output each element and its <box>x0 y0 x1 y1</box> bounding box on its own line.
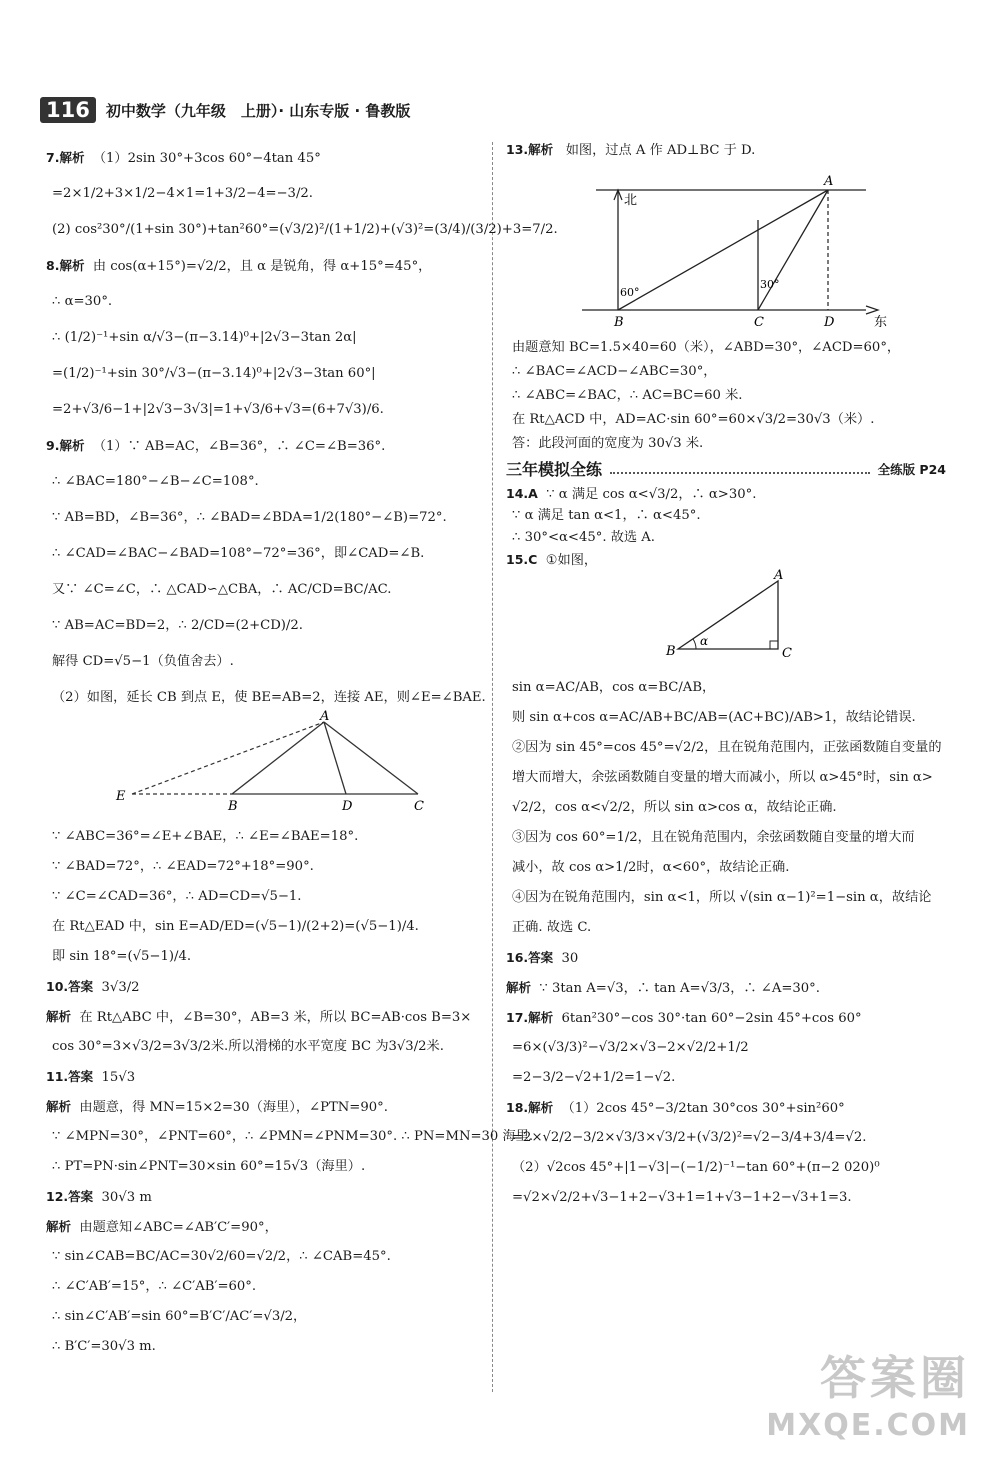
line-text: （1）2cos 45°−3/2tan 30°cos 30°+sin²60° <box>561 1101 845 1116</box>
line-text: 3√3/2 <box>101 980 140 995</box>
section-ref: 全练版 P24 <box>877 462 946 477</box>
solution-line <box>46 852 482 882</box>
q13-intro: 13.解析 如图，过点 A 作 AD⊥BC 于 D. <box>506 142 756 158</box>
line-text: 正确. 故选 C. <box>512 920 592 935</box>
solution-line <box>46 392 482 428</box>
question-label: 12.答案 <box>46 1189 94 1204</box>
question-label: 解析 <box>46 1009 72 1024</box>
line-text: ∴ (1/2)⁻¹+sin α/√3−(π−3.14)⁰+|2√3−3tan 2α| <box>52 330 357 345</box>
line-text: 减小，故 cos α>1/2时，α<60°，故结论正确. <box>512 860 790 875</box>
solution-line <box>46 608 482 644</box>
solution-line <box>46 212 558 248</box>
question-label: 解析 <box>46 1099 72 1114</box>
line-text: ∵ AB=BD，∠B=36°，∴ ∠BAD=∠BDA=1/2(180°−∠B)=72°. <box>52 510 447 525</box>
solution-line <box>46 284 482 320</box>
line-text: ∴ ∠BAC=180°−∠B−∠C=108°. <box>52 474 259 489</box>
question-label: 7.解析 <box>46 150 85 165</box>
line-ac <box>324 722 418 794</box>
line-text: ∵ α 满足 cos α<√3/2，∴ α>30°. <box>546 487 757 502</box>
watermark-line2: MXQE.COM <box>766 1408 970 1443</box>
solution-line <box>46 1272 482 1302</box>
line-text: 由题意知∠ABC=∠AB′C′=90°， <box>79 1220 278 1235</box>
solution-line <box>46 536 482 572</box>
solution-line <box>46 912 482 942</box>
solution-line <box>46 882 482 912</box>
line-text: ∴ PT=PN·sin∠PNT=30×sin 60°=15√3（海里）. <box>52 1159 366 1174</box>
solution-line <box>46 1332 482 1362</box>
line-text: （1）2sin 30°+3cos 60°−4tan 45° <box>92 151 321 166</box>
line-text: ∵ ∠C=∠CAD=36°，∴ AD=CD=√5−1. <box>52 889 302 904</box>
line-text: (2) cos²30°/(1+sin 30°)+tan²60°=(√3/2)²/(1+1/2)+(√3)²=(3/4)/(3/2)+3=7/2. <box>52 222 558 237</box>
solution-line <box>506 943 946 973</box>
solution-line <box>506 1093 946 1123</box>
label-a: A <box>824 174 834 189</box>
solution-line <box>506 763 946 793</box>
question-label: 17.解析 <box>506 1010 554 1025</box>
question-label: 9.解析 <box>46 438 85 453</box>
solution-line <box>46 1302 482 1332</box>
page-header <box>40 96 410 124</box>
solution-line <box>46 644 482 680</box>
solution-line <box>506 1003 946 1033</box>
section-title: 三年模拟全练 <box>506 460 603 479</box>
solution-line <box>506 853 946 883</box>
label-c: C <box>782 646 792 661</box>
line-text: ∴ α=30°. <box>52 294 113 309</box>
line-ad <box>324 722 346 794</box>
solution-line <box>46 1122 534 1152</box>
alpha-arc <box>693 639 696 649</box>
line-text: ∴ ∠CAD=∠BAC−∠BAD=108°−72°=36°，即∠CAD=∠B. <box>52 546 425 561</box>
solution-line <box>506 703 946 733</box>
line-text: ∵ ∠MPN=30°，∠PNT=60°，∴ ∠PMN=∠PNM=30°. ∴ PN=MN=30 海里. <box>52 1129 534 1144</box>
triangle-abc <box>678 581 778 649</box>
solution-line <box>506 913 946 943</box>
solution-line <box>46 1092 482 1122</box>
label-e: E <box>116 789 126 804</box>
label-a: A <box>774 568 784 583</box>
solution-line <box>506 1063 946 1093</box>
label-b: B <box>614 315 624 330</box>
question-label: 解析 <box>506 980 532 995</box>
watermark-line1: 答案圈 <box>820 1351 970 1405</box>
line-text: 即 sin 18°=(√5−1)/4. <box>52 949 192 964</box>
line-text: ∵ sin∠CAB=BC/AC=30√2/60=√2/2，∴ ∠CAB=45°. <box>52 1249 391 1264</box>
solution-line <box>46 680 486 716</box>
east-arrow-icon <box>866 306 878 314</box>
page-number: 116 <box>40 97 96 123</box>
line-text: cos 30°=3×√3/2=3√3/2米.所以滑梯的水平宽度 BC 为3√3/2米. <box>52 1039 444 1054</box>
solution-line <box>46 500 482 536</box>
solution-line <box>506 432 946 456</box>
figure-9-triangle <box>46 709 482 816</box>
question-label: 14.A <box>506 486 538 501</box>
question-label: 16.答案 <box>506 950 554 965</box>
solution-line <box>506 384 946 408</box>
solution-line <box>46 942 482 972</box>
solution-line <box>506 883 946 913</box>
line-text: 由题意知 BC=1.5×40=60（米），∠ABD=30°，∠ACD=60°， <box>512 340 901 355</box>
section-bar <box>506 460 946 479</box>
line-text: =(1/2)⁻¹+sin 30°/√3−(π−3.14)⁰+|2√3−3tan 60°| <box>52 366 376 381</box>
line-text: =2×√2/2−3/2×√3/3×√3/2+(√3/2)²=√2−3/4+3/4=√2. <box>512 1130 867 1145</box>
label-angle-60: 60° <box>620 286 640 299</box>
line-ba <box>618 190 828 310</box>
label-c: C <box>754 315 764 330</box>
solution-line <box>46 1062 482 1092</box>
line-text: 增大而增大，余弦函数随自变量的增大而减小，所以 α>45°时，sin α> <box>512 770 933 785</box>
line-text: =2×1/2+3×1/2−4×1=1+3/2−4=−3/2. <box>52 186 313 201</box>
line-text: 30 <box>561 951 579 966</box>
question-label: 18.解析 <box>506 1100 554 1115</box>
solution-line <box>506 793 946 823</box>
solution-line <box>506 733 946 763</box>
line-ea <box>132 722 324 794</box>
line-ab <box>232 722 324 794</box>
solution-line <box>46 572 482 608</box>
solution-line <box>46 464 482 500</box>
label-b: B <box>228 799 238 814</box>
question-label: 解析 <box>46 1219 72 1234</box>
solution-line <box>506 336 946 360</box>
line-text: ②因为 sin 45°=cos 45°=√2/2，且在锐角范围内，正弦函数随自变量的 <box>512 740 942 755</box>
line-text: =2+√3/6−1+|2√3−3√3|=1+√3/6+√3=(6+7√3)/6. <box>52 402 384 417</box>
line-text: ④因为在锐角范围内，sin α<1，所以 √(sin α−1)²=1−sin α，故结论 <box>512 890 932 905</box>
figure-13-river <box>506 160 946 330</box>
column-divider <box>492 142 493 1392</box>
line-text: 30√3 m <box>101 1190 152 1205</box>
right-angle-mark <box>770 641 778 649</box>
solution-line <box>46 140 482 176</box>
solution-line <box>46 1152 482 1182</box>
question-label: 10.答案 <box>46 979 94 994</box>
figure-15-right-triangle <box>506 568 946 667</box>
q15-q18-solution <box>506 673 946 1213</box>
label-a: A <box>320 709 330 724</box>
book-title: 初中数学（九年级 上册）· 山东专版 · 鲁教版 <box>105 101 411 120</box>
line-text: √2/2，cos α<√2/2，所以 sin α>cos α，故结论正确. <box>512 800 837 815</box>
line-text: 在 Rt△EAD 中，sin E=AD/ED=(√5−1)/(2+2)=(√5−1)/4. <box>52 919 419 934</box>
line-text: sin α=AC/AB，cos α=BC/AB， <box>512 680 716 695</box>
line-text: 答：此段河面的宽度为 30√3 米. <box>512 436 704 451</box>
line-text: =6×(√3/3)²−√3/2×√3−2×√2/2+1/2 <box>512 1040 749 1055</box>
line-text: 解得 CD=√5−1（负值舍去）. <box>52 654 234 669</box>
line-text: 15√3 <box>101 1070 136 1085</box>
line-text: （1）∵ AB=AC，∠B=36°，∴ ∠C=∠B=36°. <box>92 439 386 454</box>
q13-solution <box>506 336 946 456</box>
line-text: （2）如图，延长 CB 到点 E，使 BE=AB=2，连接 AE，则∠E=∠BAE. <box>52 690 486 705</box>
question-label: 11.答案 <box>46 1069 94 1084</box>
line-text: ∴ B′C′=30√3 m. <box>52 1339 156 1354</box>
label-c: C <box>414 799 424 814</box>
line-text: ∴ ∠C′AB′=15°，∴ ∠C′AB′=60°. <box>52 1279 257 1294</box>
solution-line <box>506 1123 946 1153</box>
line-text: 由 cos(α+15°)=√2/2，且 α 是锐角，得 α+15°=45°， <box>92 259 432 274</box>
line-text: 由题意，得 MN=15×2=30（海里），∠PTN=90°. <box>79 1100 388 1115</box>
solution-line <box>506 360 946 384</box>
solution-line <box>506 505 946 527</box>
line-text: ∴ ∠BAC=∠ACD−∠ABC=30°， <box>512 364 717 379</box>
line-text: ∴ sin∠C′AB′=sin 60°=B′C′/AC′=√3/2， <box>52 1309 307 1324</box>
solution-line <box>506 823 946 853</box>
question-label: 15.C <box>506 552 538 567</box>
line-text: ∵ AB=AC=BD=2，∴ 2/CD=(2+CD)/2. <box>52 618 303 633</box>
solution-line <box>46 972 482 1002</box>
solution-line <box>46 428 482 464</box>
solution-line <box>506 973 946 1003</box>
solution-line <box>506 1153 946 1183</box>
line-text: =2−3/2−√2+1/2=1−√2. <box>512 1070 676 1085</box>
watermark <box>766 1342 970 1443</box>
line-text: ∵ ∠BAD=72°，∴ ∠EAD=72°+18°=90°. <box>52 859 314 874</box>
solution-line <box>46 176 482 212</box>
solution-line <box>506 408 946 432</box>
line-text: 则 sin α+cos α=AC/AB+BC/AB=(AC+BC)/AB>1，故结论错误. <box>512 710 916 725</box>
line-text: ③因为 cos 60°=1/2，且在锐角范围内，余弦函数随自变量的增大而 <box>512 830 915 845</box>
line-text: 在 Rt△ABC 中，∠B=30°，AB=3 米，所以 BC=AB·cos B=3× <box>79 1010 472 1025</box>
line-ca <box>758 190 828 310</box>
solution-line <box>46 320 482 356</box>
section-dots <box>610 472 870 474</box>
solution-line <box>506 549 946 571</box>
label-d: D <box>824 315 835 330</box>
line-text: ∵ α 满足 tan α<1，∴ α<45°. <box>512 508 701 523</box>
line-text: （2）√2cos 45°+|1−√3|−(−1/2)⁻¹−tan 60°+(π−2 020)⁰ <box>512 1160 880 1175</box>
right-column <box>506 140 946 1410</box>
solution-line <box>506 1033 946 1063</box>
line-text: ∴ ∠ABC=∠BAC，∴ AC=BC=60 米. <box>512 388 743 403</box>
line-text: 6tan²30°−cos 30°·tan 60°−2sin 45°+cos 60° <box>561 1011 862 1026</box>
line-text: 在 Rt△ACD 中，AD=AC·sin 60°=60×√3/2=30√3（米）. <box>512 412 875 427</box>
label-b: B <box>666 644 676 659</box>
question-label: 8.解析 <box>46 258 85 273</box>
solution-line <box>46 356 482 392</box>
solution-line <box>506 483 946 505</box>
solution-line <box>46 1002 482 1032</box>
label-alpha: α <box>700 634 709 648</box>
label-north: 北 <box>624 193 638 208</box>
line-text: 又∵ ∠C=∠C，∴ △CAD∽△CBA，∴ AC/CD=BC/AC. <box>52 582 392 597</box>
line-text: ∴ 30°<α<45°. 故选 A. <box>512 530 656 545</box>
line-text: ①如图， <box>545 553 598 568</box>
solution-line <box>46 1242 482 1272</box>
label-east: 东 <box>874 315 888 330</box>
solution-line <box>506 673 946 703</box>
solution-line <box>46 822 482 852</box>
solution-line <box>46 1032 482 1062</box>
solution-line <box>46 1212 482 1242</box>
line-text: ∵ ∠ABC=36°=∠E+∠BAE，∴ ∠E=∠BAE=18°. <box>52 829 359 844</box>
solution-line <box>506 1183 946 1213</box>
solution-line <box>46 1182 482 1212</box>
label-d: D <box>342 799 353 814</box>
solution-line <box>506 527 946 549</box>
line-text: ∵ 3tan A=√3，∴ tan A=√3/3，∴ ∠A=30°. <box>539 981 820 996</box>
label-angle-30: 30° <box>760 278 780 291</box>
q14-q15-solution <box>506 483 946 571</box>
solution-line <box>46 248 482 284</box>
line-text: =√2×√2/2+√3−1+2−√3+1=1+√3−1+2−√3+1=3. <box>512 1190 852 1205</box>
